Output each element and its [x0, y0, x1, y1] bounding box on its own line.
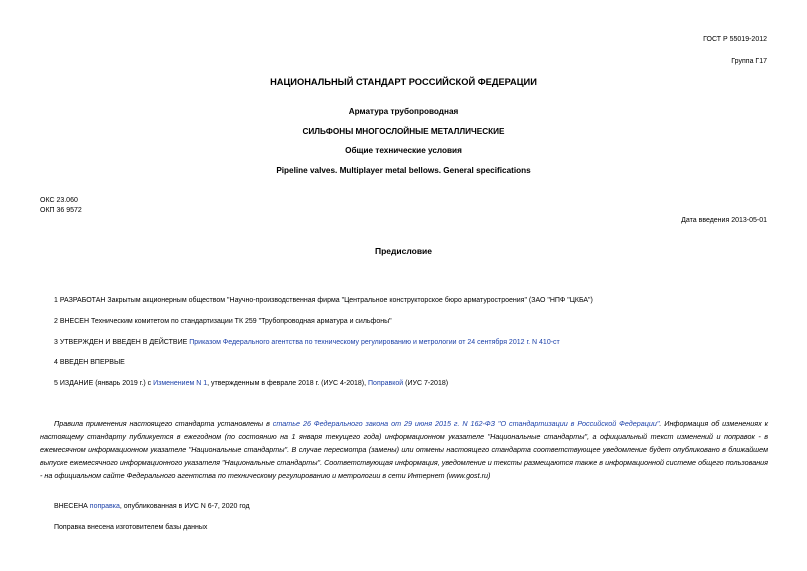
rules-text-2: . Информация об изменениях к настоящему стандарту публикуется в ежегодном (по состоянию на 1 января текущего года) информационном указателе "Национальные стандарты", а официальный текст изменений и поправок - в ежемесячном информационном указателе "Национальные стандарты". В случае пересмотра (замены) или отмены настоящего стандарта соответствующее уведомление будет опубликовано в ближайшем выпуске ежемесячного информационного указателя "Национальные стандарты". Соответствующая информация, уведомление и тексты размещаются также в информационной системе общего пользования - на официальном сайте Федерального агентства по техническому регулированию и метрологии в сети Интернет (www.gost.ru) [40, 419, 768, 480]
amendment-text-a: ВНЕСЕНА [54, 503, 90, 510]
preface-item-5-text-a: 5 ИЗДАНИЕ (январь 2019 г.) с [54, 380, 154, 387]
preface-item-3-text: 3 УТВЕРЖДЕН И ВВЕДЕН В ДЕЙСТВИЕ [54, 339, 190, 346]
correction-link[interactable]: Поправкой [368, 380, 404, 387]
amendment-note: Поправка внесена изготовителем базы данных [54, 524, 208, 531]
oks-code: ОКС 23.060 [40, 197, 78, 204]
preface-item-4: 4 ВВЕДЕН ВПЕРВЫЕ [54, 359, 125, 366]
doc-number: ГОСТ Р 55019-2012 [703, 36, 767, 43]
amendment-link[interactable]: поправка [89, 503, 120, 510]
federal-law-link[interactable]: статье 26 Федерального закона от 29 июня 2015 г. N 162-ФЗ "О стандартизации в Российской Федерации" [272, 419, 660, 428]
preface-item-5 [54, 380, 448, 387]
order-link[interactable]: Приказом Федерального агентства по техническому регулированию и метрологии от 24 сентября 2012 г. N 410-ст [189, 339, 560, 346]
preface-item-5-text-c: (ИУС 7-2018) [403, 380, 449, 387]
amendment-text-b: , опубликованная в ИУС N 6-7, 2020 год [119, 503, 250, 510]
rules-text-1: Правила применения настоящего стандарта установлены в [54, 419, 273, 428]
preface-item-2: 2 ВНЕСЕН Техническим комитетом по стандартизации ТК 259 "Трубопроводная арматура и сильфоны" [54, 318, 392, 325]
doc-group: Группа Г17 [731, 58, 767, 65]
preface-item-3 [54, 339, 560, 346]
document-subtitle: Общие технические условия [345, 146, 462, 155]
okp-code: ОКП 36 9572 [40, 207, 82, 214]
intro-date: Дата введения 2013-05-01 [681, 217, 767, 224]
standard-heading: НАЦИОНАЛЬНЫЙ СТАНДАРТ РОССИЙСКОЙ ФЕДЕРАЦИИ [270, 77, 537, 87]
preface-item-1: 1 РАЗРАБОТАН Закрытым акционерным обществом "Научно-производственная фирма "Центральное конструкторское бюро арматуростроения" (ЗАО "НПФ "ЦКБА") [54, 297, 593, 304]
amendment-1-link[interactable]: Изменением N 1 [153, 380, 208, 387]
amendment-line [54, 503, 250, 510]
document-title: СИЛЬФОНЫ МНОГОСЛОЙНЫЕ МЕТАЛЛИЧЕСКИЕ [302, 127, 505, 136]
preface-item-5-text-b: , утвержденным в феврале 2018 г. (ИУС 4-2018), [207, 380, 369, 387]
preface-heading: Предисловие [374, 246, 433, 256]
rules-paragraph [40, 417, 768, 482]
subject-heading: Арматура трубопроводная [348, 107, 459, 116]
english-title: Pipeline valves. Multiplayer metal bellows. General specifications [276, 166, 531, 175]
